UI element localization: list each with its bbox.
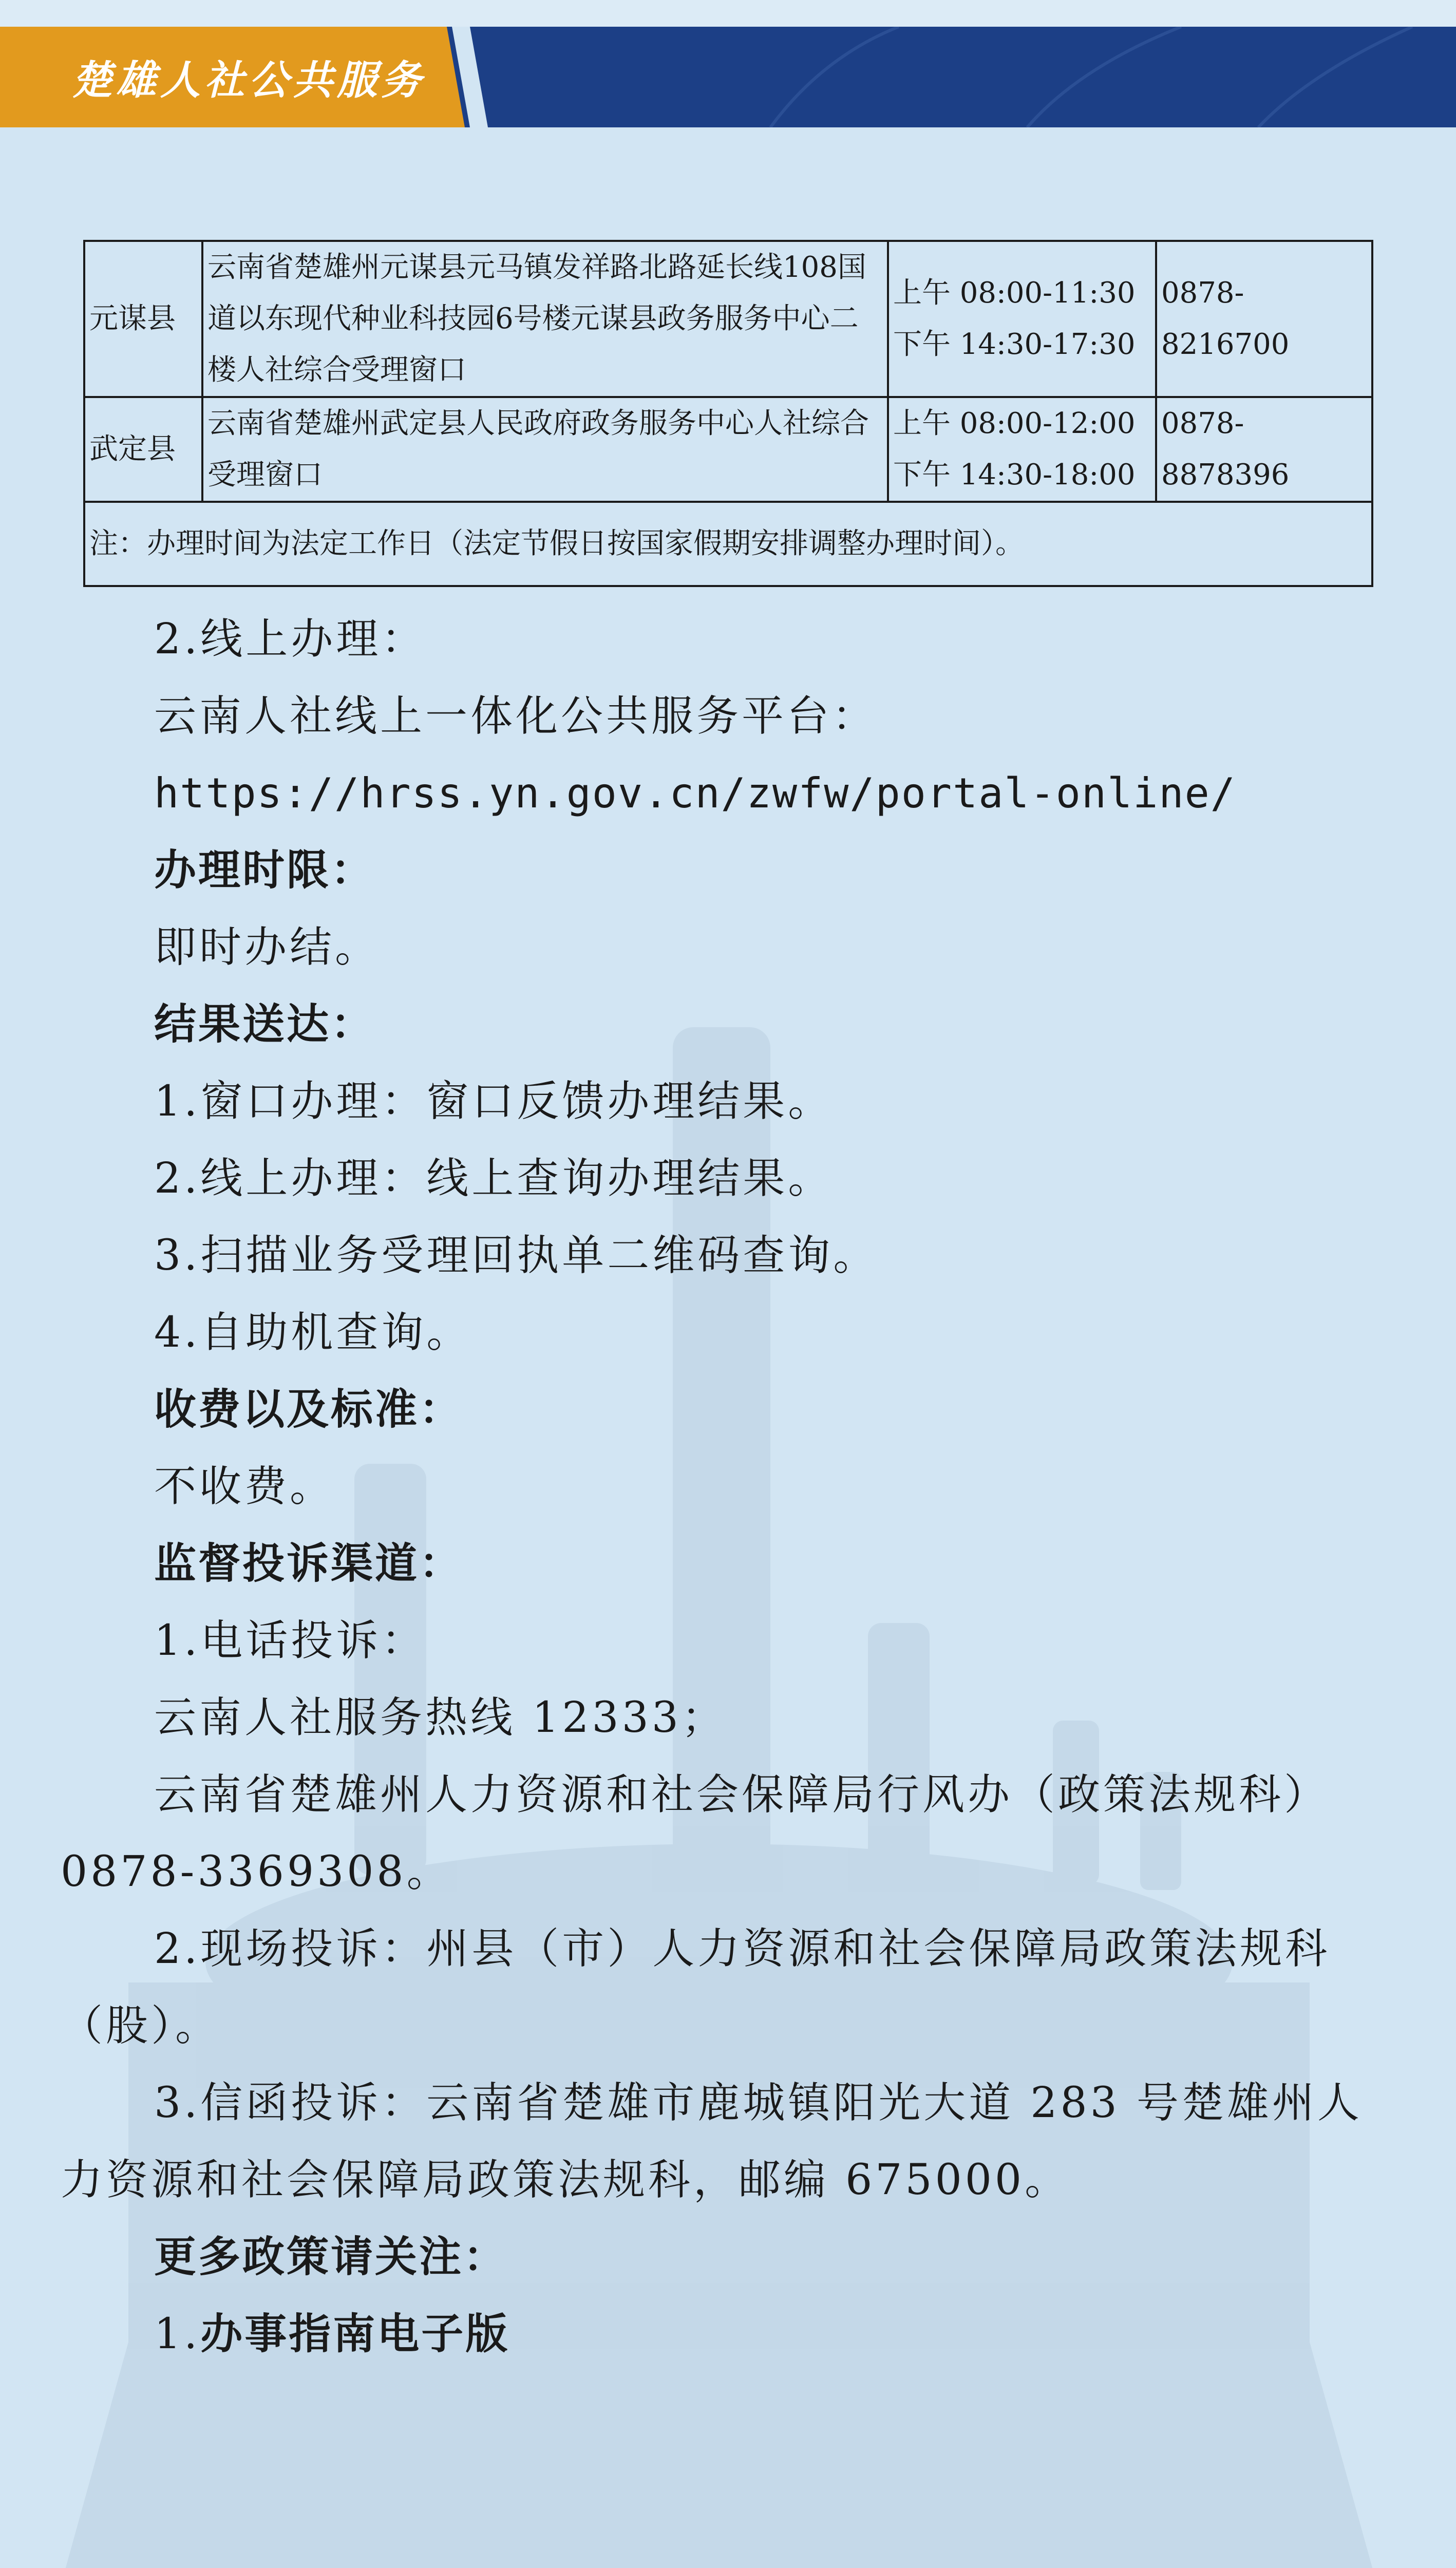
result-item: 3.扫描业务受理回执单二维码查询。 [154,1231,879,1280]
hours-pm: 下午 14:30-17:30 [893,328,1136,361]
complaint-item: 2.现场投诉：州县（市）人力资源和社会保障局政策法规科 [154,1924,1331,1973]
hours-am: 上午 08:00-12:00 [893,407,1136,440]
online-title: 2.线上办理： [154,615,427,664]
hours-pm: 下午 14:30-18:00 [893,458,1136,492]
more-policy-number: 1. [154,2310,201,2358]
address-cell: 云南省楚雄州武定县人民政府政务服务中心人社综合受理窗口 [202,397,888,502]
more-policy-label: 办事指南电子版 [200,2310,510,2358]
service-location-table [83,240,1373,587]
table-note-row [84,502,1372,586]
county-cell: 武定县 [84,397,202,502]
header-title: 楚雄人社公共服务 [72,58,426,104]
complaint-item: 3.信函投诉：云南省楚雄市鹿城镇阳光大道 283 号楚雄州人 [154,2079,1363,2127]
time-limit-text: 即时办结。 [154,923,381,972]
complaint-office: 云南省楚雄州人力资源和社会保障局行风办（政策法规科） [154,1770,1330,1819]
hours-cell [888,241,1156,397]
hours-am: 上午 08:00-11:30 [893,276,1136,310]
complaint-item-cont: （股）。 [61,2001,221,2050]
complaint-hotline: 云南人社服务热线 12333； [154,1693,727,1742]
time-limit-heading: 办理时限： [154,846,375,895]
table-note: 注：办理时间为法定工作日（法定节假日按国家假期安排调整办理时间）。 [84,502,1372,586]
more-policy-heading: 更多政策请关注： [154,2233,508,2281]
county-cell: 元谋县 [84,241,202,397]
online-url-link[interactable]: https://hrss.yn.gov.cn/zwfw/portal-online/ [154,769,1236,817]
fee-text: 不收费。 [154,1462,335,1511]
result-heading: 结果送达： [154,1000,375,1049]
complaint-item-cont: 力资源和社会保障局政策法规科，邮编 675000。 [61,2156,1070,2204]
complaint-heading: 监督投诉渠道： [154,1539,464,1588]
phone-cell: 0878-8878396 [1156,397,1372,502]
phone-cell: 0878-8216700 [1156,241,1372,397]
address-cell: 云南省楚雄州元谋县元马镇发祥路北路延长线108国道以东现代种业科技园6号楼元谋县政务服务中心二楼人社综合受理窗口 [202,241,888,397]
complaint-item: 1.电话投诉： [154,1616,427,1665]
hours-cell [888,397,1156,502]
table-row [84,397,1372,502]
result-item: 2.线上办理：线上查询办理结果。 [154,1154,834,1203]
complaint-office-phone: 0878-3369308。 [61,1847,452,1896]
table-row [84,241,1372,397]
result-item: 1.窗口办理：窗口反馈办理结果。 [154,1077,834,1126]
online-platform: 云南人社线上一体化公共服务平台： [154,692,878,741]
more-policy-item[interactable] [154,2306,509,2363]
result-item: 4.自助机查询。 [154,1308,472,1357]
fee-heading: 收费以及标准： [154,1385,464,1434]
